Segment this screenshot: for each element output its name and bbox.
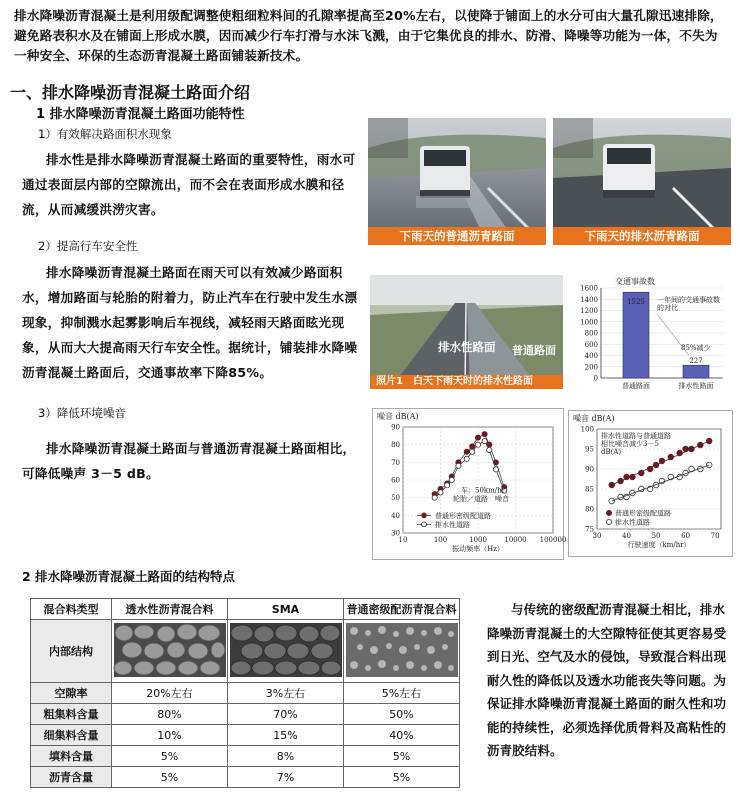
table-row-header: 粗集料含量 bbox=[31, 704, 112, 725]
y-tick-label: 70 bbox=[391, 458, 400, 467]
data-point bbox=[493, 467, 498, 472]
section1-subtitle: 1 排水降噪沥青混凝土路面功能特性 bbox=[36, 107, 245, 122]
table-header-cell: SMA bbox=[228, 599, 344, 620]
data-point bbox=[470, 444, 475, 449]
noise-speed-svg bbox=[569, 411, 732, 556]
table-cell: 50% bbox=[344, 704, 460, 725]
x-tick-label: 10000 bbox=[504, 536, 527, 544]
sma-structure-image bbox=[228, 620, 344, 683]
porous-aggregate-graphic bbox=[114, 623, 226, 677]
intro-paragraph: 排水降噪沥青混凝土是利用级配调整使粗细粒料间的孔隙率提高至20%左右，以使降于铺面上的水分可由大量孔隙迅速排除，避免路表积水及在铺面上形成水膜，因而减少行车打滑与水沫飞溅，由于它集优良的排水、防滑、降噪等功能为一体，不失为一种安全、环保的生态沥青混凝土路面铺装新技术。 bbox=[14, 8, 723, 63]
item2-heading: 2）提高行车安全性 bbox=[38, 239, 138, 253]
item1-text: 排水性是排水降噪沥青混凝土路面的重要特性，雨水可通过表面层内部的空隙流出，而不会在表面形成水膜和径流，从而减缓洪涝灾害。 bbox=[22, 152, 356, 217]
x-axis-title: 振动频率（Hz） bbox=[452, 545, 504, 553]
table-row bbox=[31, 767, 460, 788]
y-tick-label: 1000 bbox=[580, 318, 598, 327]
table-cell: 70% bbox=[228, 704, 344, 725]
table-cell: 15% bbox=[228, 725, 344, 746]
annotation: 车：50km/hr bbox=[461, 486, 505, 495]
legend-label: 排水性道路 bbox=[615, 518, 650, 527]
x-tick-label: 100000 bbox=[539, 536, 567, 544]
annotation: 85%减少 bbox=[681, 343, 711, 352]
annotation: 的对比 bbox=[657, 304, 678, 312]
bar bbox=[683, 365, 709, 378]
x-tick-label: 10 bbox=[398, 536, 408, 544]
highway-illustration bbox=[370, 275, 563, 389]
road-photo-illustration bbox=[553, 118, 731, 245]
noise-speed-chart bbox=[568, 410, 733, 557]
x-tick-label: 普通路面 bbox=[622, 382, 650, 390]
data-point bbox=[482, 439, 487, 444]
x-tick-label: 30 bbox=[592, 532, 602, 540]
dense-structure-image bbox=[344, 620, 460, 683]
annotation: 相比噪音减少3－5 bbox=[601, 440, 659, 448]
table-header-cell: 普通密级配沥青混合料 bbox=[344, 599, 460, 620]
y-axis-title: 噪音 dB(A) bbox=[377, 412, 419, 421]
x-tick-label: 60 bbox=[681, 532, 691, 540]
item1-heading: 1）有效解决路面积水现象 bbox=[38, 127, 172, 141]
y-tick-label: 60 bbox=[391, 476, 400, 485]
y-tick-label: 1600 bbox=[580, 284, 598, 293]
section2-side-text: 与传统的密级配沥青混凝土相比，排水降噪沥青混凝土的大空隙特征使其更容易受到日光、空气及水的侵蚀，导致混合料出现耐久性的降低以及透水功能丧失等问题。为保证排水降噪沥青混凝土路面的耐久性和功能的持续性，必须选择优质骨料及高粘性的沥青胶结料。 bbox=[487, 602, 727, 758]
table-row bbox=[31, 683, 460, 704]
accident-bar-chart bbox=[573, 274, 733, 392]
y-tick-label: 95 bbox=[585, 445, 594, 454]
data-point bbox=[706, 462, 712, 468]
table-cell: 10% bbox=[112, 725, 228, 746]
legend-marker bbox=[422, 522, 427, 527]
legend-label: 排水性道路 bbox=[435, 520, 470, 529]
y-tick-label: 400 bbox=[584, 352, 598, 360]
annotation: 一年间的交通事故数 bbox=[657, 296, 720, 304]
y-tick-label: 600 bbox=[584, 340, 598, 349]
noise-frequency-chart bbox=[372, 408, 567, 560]
legend-label: 普通形密级配道路 bbox=[435, 511, 491, 520]
y-tick-label: 75 bbox=[585, 525, 594, 534]
y-tick-label: 40 bbox=[391, 511, 400, 520]
chart-title: 交通事故数 bbox=[615, 277, 655, 286]
y-tick-label: 80 bbox=[391, 441, 400, 450]
table-row-structure bbox=[31, 620, 460, 683]
data-point bbox=[464, 449, 469, 454]
table-header-cell: 透水性沥青混合料 bbox=[112, 599, 228, 620]
data-point bbox=[475, 442, 480, 447]
x-tick-label: 50 bbox=[651, 532, 661, 540]
table-cell: 5%左右 bbox=[344, 683, 460, 704]
y-tick-label: 1200 bbox=[580, 307, 598, 315]
table-cell: 40% bbox=[344, 725, 460, 746]
y-tick-label: 85 bbox=[585, 485, 594, 494]
data-point bbox=[438, 490, 443, 495]
annotation: 轮胎／道路 噪音 bbox=[453, 495, 509, 504]
data-point bbox=[487, 447, 492, 452]
photo3-caption: 照片1 白天下雨天时的排水性路面 bbox=[370, 375, 563, 389]
accident-bar-svg bbox=[573, 274, 733, 392]
x-tick-label: 100 bbox=[433, 536, 448, 544]
table-cell: 7% bbox=[228, 767, 344, 788]
data-label: 227 bbox=[689, 357, 703, 366]
photo-drainage-road-rain bbox=[553, 118, 731, 245]
table-cell: 3%左右 bbox=[228, 683, 344, 704]
photo-normal-road-rain bbox=[368, 118, 546, 245]
data-point bbox=[432, 495, 437, 500]
item2-text: 排水降噪沥青混凝土路面在雨天可以有效减少路面积水，增加路面与轮胎的附着力，防止汽车在行驶中发生水漂现象，抑制溅水起雾影响后车视线，减轻雨天路面眩光现象，从而大大提高雨天行车安全性。据统计，铺装排水降噪沥青混凝土路面后，交通事故率下降85%。 bbox=[22, 265, 358, 380]
y-tick-label: 50 bbox=[391, 494, 400, 503]
annotation: 排水性道路与普通道路 bbox=[601, 432, 671, 440]
annotation-arrow bbox=[657, 314, 689, 356]
legend-marker bbox=[422, 513, 427, 518]
noise-frequency-svg bbox=[373, 409, 567, 559]
table-cell: 5% bbox=[344, 767, 460, 788]
legend-label: 普通形密级配道路 bbox=[615, 509, 671, 518]
dense-aggregate-graphic bbox=[346, 623, 458, 677]
label-normal-road: 普通路面 bbox=[512, 344, 556, 357]
y-tick-label: 90 bbox=[585, 465, 594, 474]
trend-line bbox=[612, 465, 709, 501]
data-point bbox=[470, 449, 475, 454]
data-point bbox=[609, 498, 615, 504]
annotation: dB(A) bbox=[601, 448, 622, 456]
mixture-comparison-table bbox=[30, 598, 460, 788]
table-row bbox=[31, 725, 460, 746]
y-axis-title: 噪音 dB(A) bbox=[573, 414, 615, 423]
porous-structure-image bbox=[112, 620, 228, 683]
y-tick-label: 800 bbox=[584, 329, 598, 338]
table-row-header: 细集料含量 bbox=[31, 725, 112, 746]
table-header-row bbox=[31, 599, 460, 620]
data-point bbox=[475, 435, 480, 440]
x-tick-label: 排水性路面 bbox=[678, 382, 714, 390]
table-cell: 80% bbox=[112, 704, 228, 725]
table-row-header: 内部结构 bbox=[31, 620, 112, 683]
table-cell: 8% bbox=[228, 746, 344, 767]
section1-title: 一、排水降噪沥青混凝土路面介绍 bbox=[10, 83, 251, 102]
photo2-caption: 下雨天的排水沥青路面 bbox=[553, 227, 731, 245]
y-tick-label: 30 bbox=[391, 529, 400, 538]
table-cell: 5% bbox=[112, 767, 228, 788]
legend-marker bbox=[606, 519, 611, 524]
photo-highway-aerial bbox=[370, 275, 563, 389]
x-tick-label: 1000 bbox=[469, 536, 487, 544]
data-point bbox=[445, 483, 450, 488]
legend-marker bbox=[606, 510, 611, 515]
table-row-header: 填料含量 bbox=[31, 746, 112, 767]
item3-heading: 3）降低环境噪音 bbox=[38, 406, 126, 420]
photo1-caption: 下雨天的普通沥青路面 bbox=[368, 227, 546, 245]
y-tick-label: 80 bbox=[585, 505, 594, 514]
item3-text: 排水降噪沥青混凝土路面与普通沥青混凝土路面相比，可降低噪声 3－5 dB。 bbox=[22, 441, 356, 481]
table-row bbox=[31, 704, 460, 725]
y-tick-label: 0 bbox=[593, 374, 598, 383]
data-point bbox=[609, 482, 615, 488]
data-point bbox=[456, 463, 461, 468]
y-tick-label: 200 bbox=[584, 363, 598, 372]
x-tick-label: 40 bbox=[622, 532, 631, 540]
data-point bbox=[706, 438, 712, 444]
table-cell: 5% bbox=[112, 746, 228, 767]
x-tick-label: 70 bbox=[710, 532, 720, 540]
y-tick-label: 1400 bbox=[580, 295, 598, 304]
road-photo-illustration bbox=[368, 118, 546, 245]
table-cell: 20%左右 bbox=[112, 683, 228, 704]
table-row bbox=[31, 746, 460, 767]
data-point bbox=[464, 456, 469, 461]
table-row-header: 空隙率 bbox=[31, 683, 112, 704]
data-point bbox=[449, 477, 454, 482]
data-label: 1525 bbox=[627, 298, 645, 307]
table-row-header: 沥青含量 bbox=[31, 767, 112, 788]
data-point bbox=[482, 431, 487, 436]
label-drainage-road: 排水性路面 bbox=[438, 340, 496, 354]
sma-aggregate-graphic bbox=[230, 623, 342, 677]
y-tick-label: 90 bbox=[391, 423, 400, 432]
section2-title: 2 排水降噪沥青混凝土路面的结构特点 bbox=[22, 569, 236, 584]
table-header-cell: 混合料类型 bbox=[31, 599, 112, 620]
table-cell: 5% bbox=[344, 746, 460, 767]
y-tick-label: 100 bbox=[580, 425, 594, 434]
x-axis-title: 行驶速度（km/hr） bbox=[627, 541, 691, 549]
